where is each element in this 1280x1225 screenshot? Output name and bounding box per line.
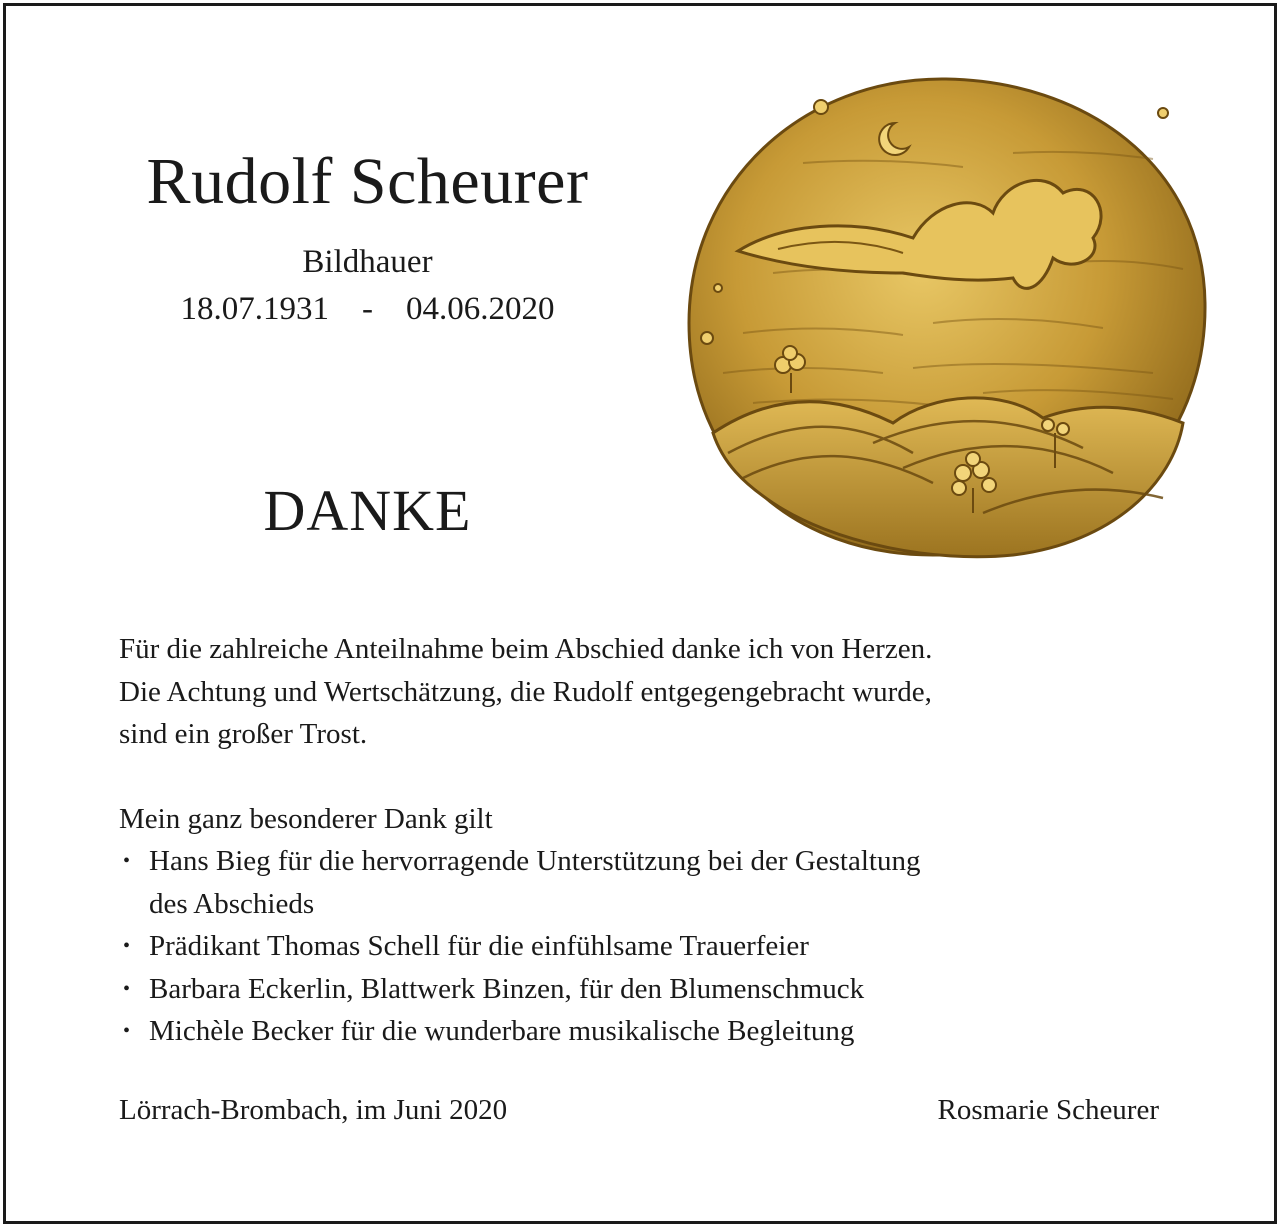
- intro-line-2: Die Achtung und Wertschätzung, die Rudolf entgegengebracht wurde,: [119, 675, 932, 708]
- bullet-icon: •: [123, 850, 131, 872]
- bullet-icon: •: [123, 977, 131, 1000]
- bullet-icon: •: [123, 1020, 131, 1042]
- place-date: Lörrach-Brombach, im Juni 2020: [119, 1094, 508, 1126]
- bronze-relief-medal-svg: [683, 73, 1209, 559]
- life-dates: [6, 291, 729, 328]
- thanks-list: [119, 840, 1179, 1053]
- thanks-headline: DANKE: [263, 478, 472, 543]
- thanks-item: [119, 840, 1179, 925]
- thanks-item: [119, 968, 1179, 1011]
- thanks-intro: Mein ganz besonderer Dank gilt: [119, 802, 493, 835]
- signer-name: Rosmarie Scheurer: [937, 1094, 1159, 1126]
- thanks-item: [119, 1010, 1179, 1053]
- profession: Bildhauer: [302, 244, 433, 280]
- birth-date: 18.07.1931: [180, 291, 329, 327]
- thanks-item-line1: Barbara Eckerlin, Blattwerk Binzen, für den Blumenschmuck: [149, 972, 865, 1005]
- intro-line-1: Für die zahlreiche Anteilnahme beim Abschied danke ich von Herzen.: [119, 633, 933, 665]
- date-separator: -: [362, 291, 373, 327]
- thanks-item-line2: des Abschieds: [149, 887, 315, 920]
- death-date: 04.06.2020: [406, 291, 555, 327]
- deceased-name: Rudolf Scheurer: [146, 145, 589, 218]
- thanks-item-line1: Prädikant Thomas Schell für die einfühlsame Trauerfeier: [149, 930, 809, 962]
- thanks-item-line1: Michèle Becker für die wunderbare musikalische Begleitung: [149, 1015, 855, 1047]
- thanks-item-line1: Hans Bieg für die hervorragende Unterstützung bei der Gestaltung: [149, 845, 921, 877]
- bullet-icon: •: [123, 935, 131, 957]
- bronze-relief-medal-icon: [683, 73, 1209, 564]
- thanks-item: [119, 925, 1179, 968]
- obituary-card: [3, 3, 1277, 1224]
- body-text: [119, 628, 1179, 1053]
- paragraph-gap: [119, 756, 1179, 798]
- intro-line-3: sind ein großer Trost.: [119, 718, 368, 750]
